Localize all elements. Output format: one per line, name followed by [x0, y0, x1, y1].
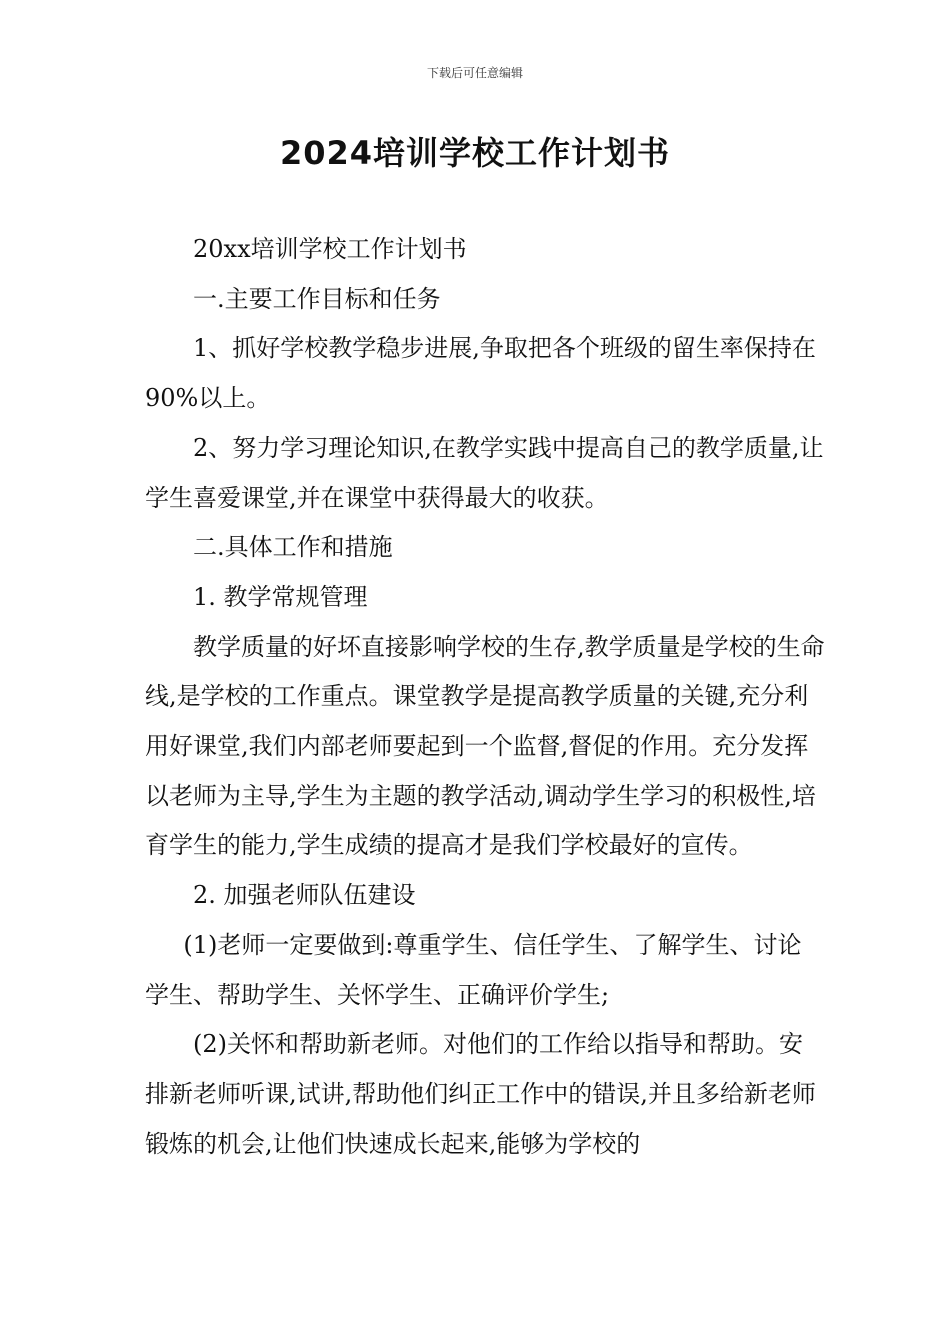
paragraph-section-two-heading: 二.具体工作和措施 — [193, 533, 393, 562]
paragraph-subsection-teachers: 2. 加强老师队伍建设 — [193, 881, 416, 910]
paragraph-goal-one: 1、抓好学校教学稳步进展,争取把各个班级的留生率保持在90%以上。 — [145, 334, 816, 413]
paragraph-teaching-quality: 教学质量的好坏直接影响学校的生存,教学质量是学校的生命线,是学校的工作重点。课堂教学是提高教学质量的关键,充分利用好课堂,我们内部老师要起到一个监督,督促的作用。充分发挥以老师为主导,学生为主题的教学活动,调动学生学习的积极性,培育学生的能力,学生成绩的提高才是我们学校最好的宣传。 — [145, 632, 825, 860]
paragraph-teacher-point-two: (2)关怀和帮助新老师。对他们的工作给以指导和帮助。安排新老师听课,试讲,帮助他们纠正工作中的错误,并且多给新老师锻炼的机会,让他们快速成长起来,能够为学校的 — [145, 1030, 816, 1158]
document-title: 2024培训学校工作计划书 — [279, 134, 671, 172]
paragraph-section-one-heading: 一.主要工作目标和任务 — [193, 284, 441, 313]
paragraph-goal-two: 2、努力学习理论知识,在教学实践中提高自己的教学质量,让学生喜爱课堂,并在课堂中获得最大的收获。 — [145, 433, 824, 512]
paragraph-subsection-teaching: 1. 教学常规管理 — [193, 582, 368, 611]
paragraph-teacher-point-one: (1)老师一定要做到:尊重学生、信任学生、了解学生、讨论学生、帮助学生、关怀学生、正确评价学生; — [145, 930, 802, 1009]
document-body — [145, 225, 825, 1169]
paragraph-subtitle: 20xx培训学校工作计划书 — [193, 235, 467, 263]
header-note: 下载后可任意编辑 — [426, 66, 523, 80]
